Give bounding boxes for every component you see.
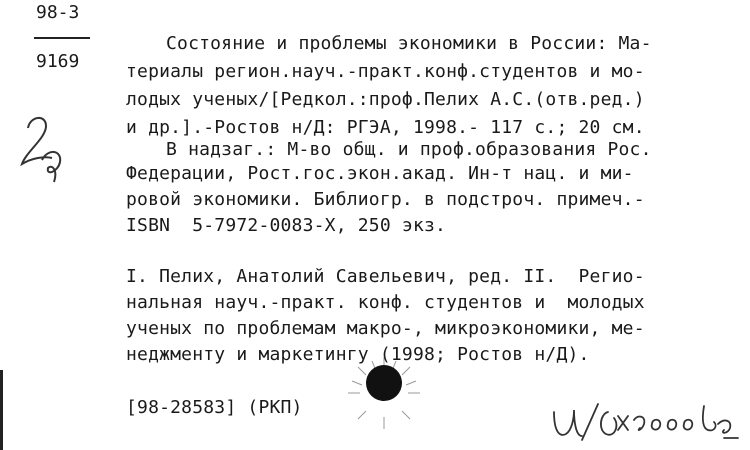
description-line-7: ровой экономики. Библиогр. в подстроч. примеч.- xyxy=(126,189,645,210)
description-line-2: териалы регион.науч.-практ.конф.студентов и мо- xyxy=(126,61,645,82)
description-line-8: ISBN 5-7972-0083-Х, 250 экз. xyxy=(126,215,447,236)
description-line-1: Состояние и проблемы экономики в России: Ма- xyxy=(166,33,652,54)
call-number-divider xyxy=(34,37,90,39)
call-number-bottom: 9169 xyxy=(36,51,80,72)
description-line-4: и др.].-Ростов н/Д: РГЭА, 1998.- 117 с.; 20 см. xyxy=(126,117,645,138)
ink-blot xyxy=(346,355,422,431)
tracing-line-3: ученых по проблемам макро-, микроэкономики, ме- xyxy=(126,318,645,339)
tracing-line-2: нальная науч.-практ. конф. студентов и молодых xyxy=(126,292,645,313)
card-edge-mark xyxy=(0,370,3,450)
handwritten-note-right xyxy=(548,400,744,450)
handwritten-mark-left xyxy=(18,112,70,184)
tracing-line-1: I. Пелих, Анатолий Савельевич, ред. II. Регио- xyxy=(126,266,645,287)
description-line-3: лодых ученых/[Редкол.:проф.Пелих А.С.(отв.ред.) xyxy=(126,89,645,110)
description-line-6: Федерации, Рост.гос.экон.акад. Ин-т нац. и ми- xyxy=(126,163,634,184)
description-line-5: В надзаг.: М-во общ. и проф.образования Рос. xyxy=(166,139,652,160)
call-number-top: 98-3 xyxy=(36,2,80,23)
record-id: [98-28583] (РКП) xyxy=(126,397,303,418)
tracing-line-4: неджменту и маркетингу (1998; Ростов н/Д). xyxy=(126,344,590,365)
